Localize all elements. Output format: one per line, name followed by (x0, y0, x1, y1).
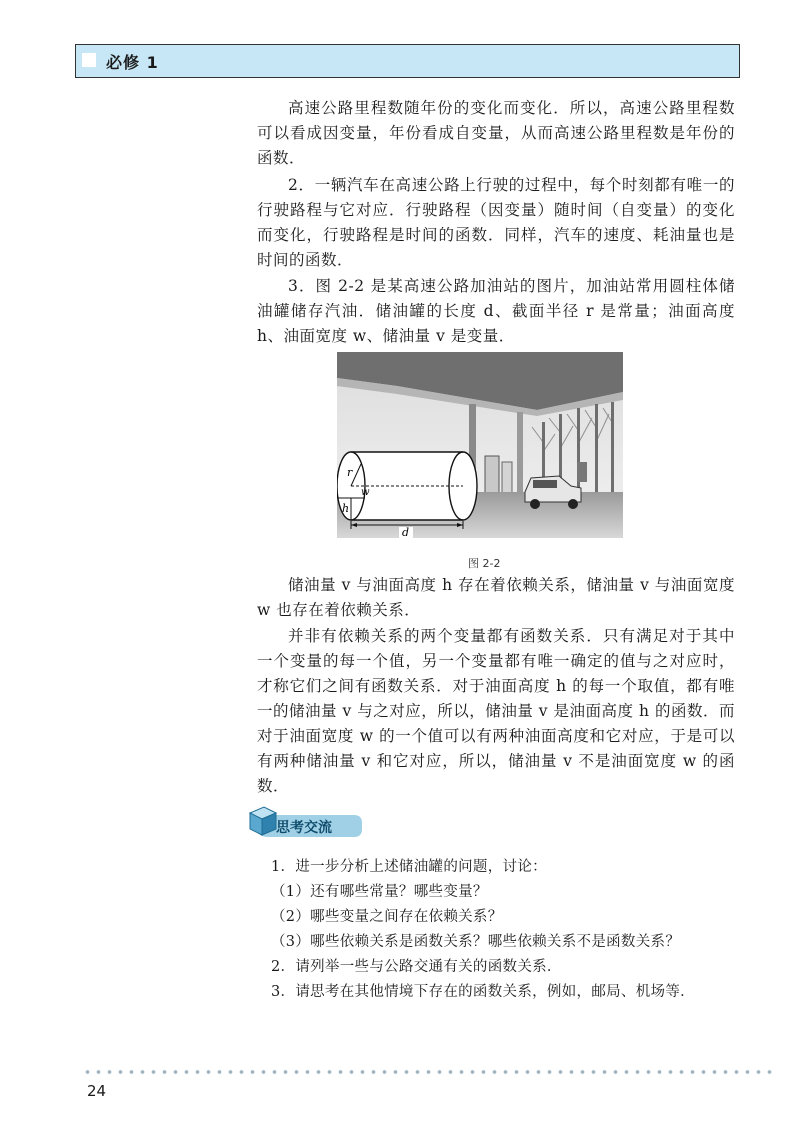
header-square-icon (82, 53, 96, 67)
header-bar (75, 44, 740, 78)
label-r: r (347, 466, 353, 479)
paragraph-example-3: 3．图 2-2 是某高速公路加油站的图片，加油站常用圆柱体储油罐储存汽油．储油罐的长度 d、截面半径 r 是常量；油面高度 h、油面宽度 w、储油量 v 是变量． (257, 277, 735, 345)
gas-station-photo (337, 352, 623, 538)
paragraph-intro: 高速公路里程数随年份的变化而变化．所以，高速公路里程数可以看成因变量，年份看成自变量，从而高速公路里程数是年份的函数． (257, 99, 735, 167)
paragraph-function-definition: 并非有依赖关系的两个变量都有函数关系．只有满足对于其中一个变量的每一个值，另一个变量都有唯一确定的值与之对应时，才称它们之间有函数关系．对于油面高度 h 的每一个取值，都有唯一的储油量 v 与之对应，所以，储油量 v 是油面高度 h 的函数．而对于油面宽度 w 的一个值可以有两种油面高度和它对应，于是可以有两种储油量 v 和它对应，所以，储油量 v 不是油面宽度 w 的函数． (257, 627, 735, 795)
figure-caption: 图 2-2 (468, 557, 501, 570)
label-h: h (342, 502, 350, 515)
label-d: d (402, 526, 410, 538)
think-item-1-1: （1）还有哪些常量？哪些变量？ (271, 884, 488, 900)
page-number: 24 (87, 1082, 107, 1100)
label-w: w (361, 487, 370, 498)
think-item-1-2: （2）哪些变量之间存在依赖关系？ (271, 909, 503, 925)
think-item-1-3: （3）哪些依赖关系是函数关系？哪些依赖关系不是函数关系？ (271, 934, 681, 950)
paragraph-example-2: 2．一辆汽车在高速公路上行驶的过程中，每个时刻都有唯一的行驶路程与它对应．行驶路程（因变量）随时间（自变量）的变化而变化，行驶路程是时间的函数．同样，汽车的速度、耗油量也是时间的函数． (257, 176, 735, 269)
paragraph-dependency: 储油量 v 与油面高度 h 存在着依赖关系，储油量 v 与油面宽度 w 也存在着依赖关系． (257, 576, 735, 619)
think-item-2: 2．请列举一些与公路交通有关的函数关系． (271, 959, 562, 975)
think-item-1: 1．进一步分析上述储油罐的问题，讨论： (271, 859, 547, 875)
cube-icon (250, 807, 276, 835)
footer-dotted-rule (82, 1068, 772, 1076)
think-item-3: 3．请思考在其他情境下存在的函数关系，例如，邮局、机场等． (271, 984, 695, 1000)
header-title: 必修 1 (106, 53, 159, 72)
think-exchange-title: 思考交流 (276, 820, 332, 836)
